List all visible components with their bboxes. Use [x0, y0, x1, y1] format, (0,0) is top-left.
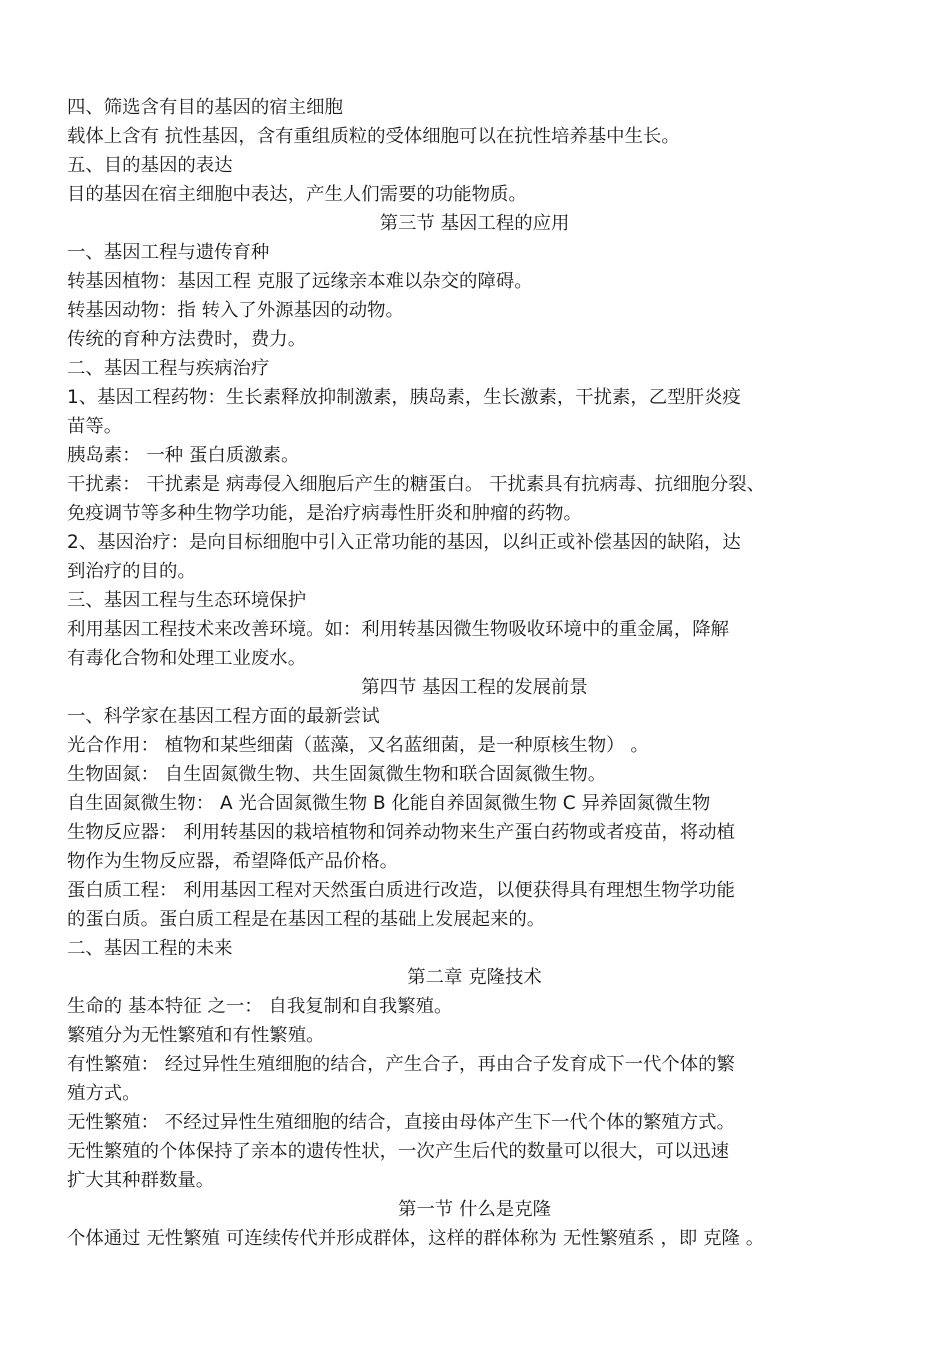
section-heading: 第一节 什么是克隆 [398, 1199, 551, 1220]
text-line: 扩大其种群数量。 [67, 1170, 215, 1191]
section-heading: 第二章 克隆技术 [407, 967, 542, 988]
text-line: 繁殖分为无性繁殖和有性繁殖。 [67, 1025, 325, 1046]
text-line: 转基因动物：指 转入了外源基因的动物。 [67, 300, 404, 321]
text-line: 四、筛选含有目的基因的宿主细胞 [67, 97, 343, 118]
text-line: 苗等。 [67, 416, 123, 437]
section-heading: 第三节 基因工程的应用 [379, 213, 570, 234]
text-line: 三、基因工程与生态环境保护 [67, 590, 307, 611]
text-line: 目的基因在宿主细胞中表达，产生人们需要的功能物质。 [67, 184, 527, 205]
text-line: 免疫调节等多种生物学功能，是治疗病毒性肝炎和肿瘤的药物。 [67, 503, 582, 524]
text-line: 个体通过 无性繁殖 可连续传代并形成群体，这样的群体称为 无性繁殖系 ，即 克隆 。 [67, 1228, 765, 1249]
document-body [67, 93, 882, 1253]
text-line: 生命的 基本特征 之一： 自我复制和自我繁殖。 [67, 996, 453, 1017]
text-line: 无性繁殖的个体保持了亲本的遗传性状，一次产生后代的数量可以很大，可以迅速 [67, 1141, 730, 1162]
text-line: 光合作用： 植物和某些细菌（蓝藻，又名蓝细菌，是一种原核生物） 。 [67, 735, 649, 756]
text-line: 生物反应器： 利用转基因的栽培植物和饲养动物来生产蛋白药物或者疫苗，将动植 [67, 822, 735, 843]
text-line: 无性繁殖： 不经过异性生殖细胞的结合，直接由母体产生下一代个体的繁殖方式。 [67, 1112, 735, 1133]
text-line: 1、基因工程药物：生长素释放抑制激素，胰岛素，生长激素，干扰素，乙型肝炎疫 [67, 387, 741, 408]
text-line: 生物固氮： 自生固氮微生物、共生固氮微生物和联合固氮微生物。 [67, 764, 607, 785]
text-line: 转基因植物：基因工程 克服了远缘亲本难以杂交的障碍。 [67, 271, 533, 292]
text-line: 一、科学家在基因工程方面的最新尝试 [67, 706, 380, 727]
section-heading: 第四节 基因工程的发展前景 [361, 677, 588, 698]
text-line: 二、基因工程的未来 [67, 938, 233, 959]
text-line: 一、基因工程与遗传育种 [67, 242, 270, 263]
text-line: 蛋白质工程： 利用基因工程对天然蛋白质进行改造，以便获得具有理想生物学功能 [67, 880, 735, 901]
text-line: 二、基因工程与疾病治疗 [67, 358, 270, 379]
text-line: 干扰素： 干扰素是 病毒侵入细胞后产生的糖蛋白。 干扰素具有抗病毒、抗细胞分裂、 [67, 474, 765, 495]
text-line: 到治疗的目的。 [67, 561, 196, 582]
text-line: 有性繁殖： 经过异性生殖细胞的结合，产生合子，再由合子发育成下一代个体的繁 [67, 1054, 735, 1075]
text-line: 2、基因治疗：是向目标细胞中引入正常功能的基因，以纠正或补偿基因的缺陷，达 [67, 532, 741, 553]
text-line: 物作为生物反应器，希望降低产品价格。 [67, 851, 399, 872]
text-line: 殖方式。 [67, 1083, 141, 1104]
text-line: 有毒化合物和处理工业废水。 [67, 648, 307, 669]
text-line: 五、目的基因的表达 [67, 155, 233, 176]
text-line: 胰岛素： 一种 蛋白质激素。 [67, 445, 300, 466]
text-line: 的蛋白质。蛋白质工程是在基因工程的基础上发展起来的。 [67, 909, 546, 930]
text-line: 利用基因工程技术来改善环境。如：利用转基因微生物吸收环境中的重金属，降解 [67, 619, 730, 640]
text-line: 自生固氮微生物： A 光合固氮微生物 B 化能自养固氮微生物 C 异养固氮微生物 [67, 793, 711, 814]
text-line: 载体上含有 抗性基因，含有重组质粒的受体细胞可以在抗性培养基中生长。 [67, 126, 680, 147]
text-line: 传统的育种方法费时，费力。 [67, 329, 307, 350]
